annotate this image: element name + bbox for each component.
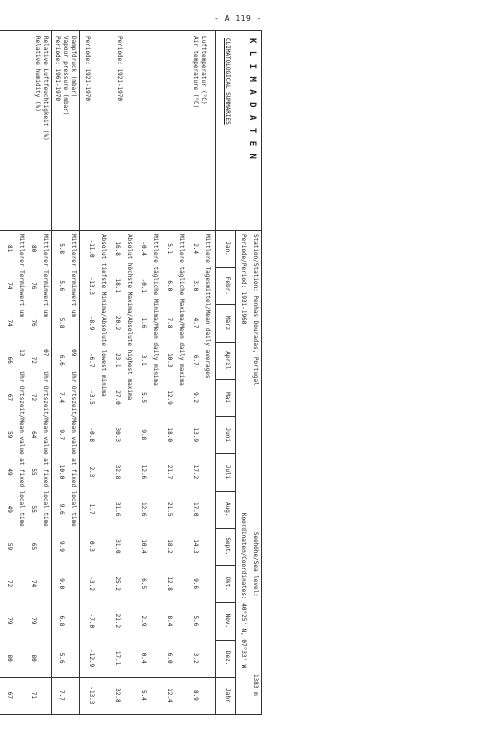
vapour-value: 9.0 <box>58 578 65 590</box>
humidity-value: 80 <box>30 244 37 253</box>
temp-value: 21.7 <box>166 464 173 480</box>
temp-value: 20.2 <box>114 315 121 331</box>
page-number: - A 119 - <box>214 14 262 23</box>
humidity-value: 74 <box>6 319 13 327</box>
month-header: Sept. <box>224 537 231 556</box>
temp-caption: Absolut tiefste Minima/Absolute lowest minima <box>100 234 107 397</box>
vapour-caption: Mittlerer Terminwert um <box>70 234 77 318</box>
month-col-rule <box>216 304 236 305</box>
temp-period-2: Periode: 1921-1970 <box>84 36 91 102</box>
frame-left <box>0 30 262 31</box>
month-header: Aug. <box>224 501 231 517</box>
humidity-label: Relative Luftfeuchtigkeit (%) <box>42 36 49 141</box>
month-header: Okt. <box>224 576 231 591</box>
frame-top <box>261 30 262 714</box>
temp-value: -11.0 <box>88 239 95 258</box>
temp-value: 12.6 <box>140 501 147 517</box>
temp-period: Periode: 1921-1970 <box>116 36 123 102</box>
temp-value: -13.3 <box>88 276 95 295</box>
vapour-caption-2: Uhr Ortszeit/Mean value at fixed local time <box>70 371 77 527</box>
sidebar-title: K L I M A D A T E N <box>247 38 257 160</box>
vapour-value: 5.6 <box>58 652 65 664</box>
section-rule <box>51 30 52 714</box>
month-header: Febr. <box>224 276 231 295</box>
temp-caption: Mittlere tägliche Minima/Mean daily minima <box>152 234 159 386</box>
temp-value: -7.0 <box>88 613 95 629</box>
temp-value: 6.7 <box>192 354 199 366</box>
vapour-value: 5.8 <box>58 317 65 329</box>
humidity-value: 74 <box>6 282 13 290</box>
vapour-label: Dampfdruck (mbar) <box>70 36 77 98</box>
temp-value: 12.9 <box>166 390 173 405</box>
month-col-rule <box>216 491 236 492</box>
vapour-value: 9.7 <box>58 429 65 441</box>
month-col-rule <box>216 379 236 380</box>
humidity-value: 81 <box>6 244 13 253</box>
station-period: Periode/Period: 1931-1960 <box>240 234 247 325</box>
humidity-value: 72 <box>6 580 13 588</box>
temp-value: 3.1 <box>140 354 147 366</box>
elevation-label: Seehöhe/Sea level: <box>252 531 259 597</box>
temp-value: 12.8 <box>166 576 173 591</box>
vapour-time: 09 <box>70 349 77 357</box>
section-rule <box>79 30 80 714</box>
month-col-rule <box>216 342 236 343</box>
elevation-value: 1383 m <box>252 674 259 696</box>
temp-value: -3.5 <box>88 390 95 405</box>
humidity-value: 55 <box>30 468 37 476</box>
temp-label-en: Air temperature (°C) <box>192 36 199 109</box>
humidity-value: 59 <box>6 542 13 551</box>
temp-value: 14.3 <box>192 539 199 554</box>
humidity-value: 76 <box>30 319 37 327</box>
temp-value: 32.8 <box>114 688 121 703</box>
temp-value: 9.8 <box>140 429 147 441</box>
temp-value: 17.2 <box>192 464 199 480</box>
temp-value: -12.9 <box>88 649 95 668</box>
temp-value: -0.1 <box>140 278 147 294</box>
month-col-rule <box>216 528 236 529</box>
vapour-value: 9.6 <box>58 503 65 515</box>
month-header: Dez. <box>224 650 231 666</box>
temp-value: 5.5 <box>140 392 147 403</box>
humidity-value: 59 <box>6 431 13 439</box>
temp-value: 6.5 <box>140 578 147 590</box>
temp-value: 2.4 <box>192 243 199 255</box>
humidity-value: 55 <box>30 505 37 513</box>
temp-value: 3.0 <box>192 280 199 292</box>
humidity-value: 72 <box>30 393 37 402</box>
temp-value: 30.3 <box>114 427 121 442</box>
vapour-value: 10.0 <box>58 464 65 480</box>
sidebar-rule <box>0 230 262 231</box>
humidity-value: 80 <box>6 654 13 662</box>
temp-value: 2.3 <box>88 466 95 478</box>
humidity-value: 49 <box>6 468 13 476</box>
humidity-value: 64 <box>30 431 37 439</box>
temp-value: 7.8 <box>166 317 173 329</box>
humidity-value: 72 <box>30 356 37 364</box>
humidity-time: 07 <box>42 349 49 357</box>
temp-value: 8.4 <box>166 615 173 627</box>
temp-caption: Mittlere tägliche Maxima/Mean daily maxima <box>178 234 185 386</box>
temp-value: -0.4 <box>140 241 147 256</box>
temp-value: 3.2 <box>192 652 199 664</box>
month-header: Jan. <box>224 241 231 256</box>
temp-value: 17.1 <box>114 650 121 666</box>
vapour-value: 6.8 <box>58 615 65 627</box>
vapour-period: Periode: 1961-1970 <box>54 36 61 102</box>
month-rule <box>215 30 216 714</box>
humidity-value: 76 <box>30 282 37 290</box>
temp-value: -3.2 <box>88 576 95 591</box>
sidebar-subtitle: CLIMATOLOGICAL SUMMARIES <box>224 38 231 125</box>
header-rule <box>235 230 236 714</box>
vapour-value: 5.8 <box>58 243 65 255</box>
temp-value: 17.0 <box>192 501 199 517</box>
temp-value: 9.6 <box>192 578 199 590</box>
temp-value: 16.8 <box>114 241 121 256</box>
month-header: Juni <box>224 427 231 442</box>
temp-value: 18.1 <box>114 278 121 294</box>
temp-value: 13.9 <box>192 427 199 442</box>
humidity-time: 13 <box>18 349 25 357</box>
month-col-rule <box>216 416 236 417</box>
vapour-value: 7.7 <box>58 689 65 701</box>
humidity-caption-2: Uhr Ortszeit/Mean value at fixed local time <box>42 371 49 527</box>
temp-value: 5.6 <box>192 615 199 627</box>
temp-value: 1.6 <box>140 317 147 329</box>
month-col-rule <box>216 267 236 268</box>
humidity-value: 49 <box>6 505 13 513</box>
temp-value: 1.7 <box>88 503 95 515</box>
temp-value: 31.6 <box>114 501 121 517</box>
temp-value: -8.9 <box>88 315 95 331</box>
temp-value: 25.2 <box>114 576 121 591</box>
station-name: Station/Station: Penhas Douradas, Portugal <box>252 234 259 386</box>
temp-value: 8.9 <box>192 689 199 701</box>
temp-value: 18.2 <box>166 539 173 554</box>
temp-value: 6.0 <box>166 652 173 664</box>
humidity-value: 79 <box>6 617 13 625</box>
temp-value: -13.3 <box>88 686 95 705</box>
temp-caption: Absolut höchste Maxima/Absolute highest maxima <box>126 234 133 401</box>
temp-value: -6.7 <box>88 353 95 368</box>
temp-value: 23.1 <box>114 353 121 368</box>
temp-value: 2.9 <box>140 615 147 627</box>
month-header: Jahr <box>224 688 231 703</box>
month-col-rule <box>216 565 236 566</box>
temp-value: 0.4 <box>140 652 147 664</box>
month-col-rule <box>216 602 236 603</box>
month-header: Juli <box>224 464 231 480</box>
humidity-value: 66 <box>6 356 13 364</box>
coordinates: Koordinaten/Coordinates: 40°25' N, 07°33' W <box>240 512 247 669</box>
temp-value: 10.4 <box>140 539 147 554</box>
temp-value: 10.3 <box>166 353 173 368</box>
temp-value: 18.0 <box>166 427 173 442</box>
humidity-caption-2: Uhr Ortszeit/Mean value at fixed local time <box>18 371 25 527</box>
temp-value: 21.5 <box>166 501 173 517</box>
temp-value: 5.1 <box>166 243 173 255</box>
temp-label: Lufttemperatur (°C) <box>200 36 207 105</box>
vapour-label-en: Vapour pressure (mbar) <box>62 36 69 116</box>
vapour-value: 7.4 <box>58 392 65 403</box>
vapour-value: 6.6 <box>58 354 65 366</box>
temp-value: 12.4 <box>166 688 173 703</box>
temp-value: 32.8 <box>114 464 121 480</box>
humidity-caption: Mittlerer Terminwert um <box>42 234 49 318</box>
temp-value: 6.0 <box>166 280 173 292</box>
temp-value: -0.8 <box>88 427 95 442</box>
month-header: März <box>224 315 231 331</box>
humidity-value: 79 <box>30 617 37 625</box>
temp-caption: Mittlere Tagesmittel/Mean daily averages <box>204 234 211 379</box>
month-col-rule <box>216 640 236 641</box>
humidity-value: 65 <box>30 542 37 551</box>
temp-value: 12.6 <box>140 464 147 480</box>
humidity-label-en: Relative humidity (%) <box>34 36 41 112</box>
humidity-caption: Mittlerer Terminwert um <box>18 234 25 318</box>
vapour-value: 5.6 <box>58 280 65 292</box>
humidity-value: 67 <box>6 393 13 402</box>
month-header: April <box>224 351 231 370</box>
temp-value: 9.2 <box>192 392 199 403</box>
humidity-value: 67 <box>6 691 13 699</box>
frame-right <box>0 714 262 715</box>
month-header: Mai <box>224 392 231 403</box>
climate-table <box>0 30 262 714</box>
humidity-value: 80 <box>30 654 37 662</box>
temp-value: 5.4 <box>140 689 147 701</box>
temp-value: 0.3 <box>88 541 95 552</box>
month-header: Nov. <box>224 613 231 629</box>
month-col-rule <box>216 453 236 454</box>
vapour-value: 9.9 <box>58 541 65 552</box>
temp-value: 27.0 <box>114 390 121 405</box>
temp-value: 21.2 <box>114 613 121 629</box>
humidity-value: 74 <box>30 580 37 588</box>
humidity-value: 71 <box>30 691 37 699</box>
temp-value: 31.0 <box>114 539 121 554</box>
temp-value: 4.7 <box>192 317 199 329</box>
